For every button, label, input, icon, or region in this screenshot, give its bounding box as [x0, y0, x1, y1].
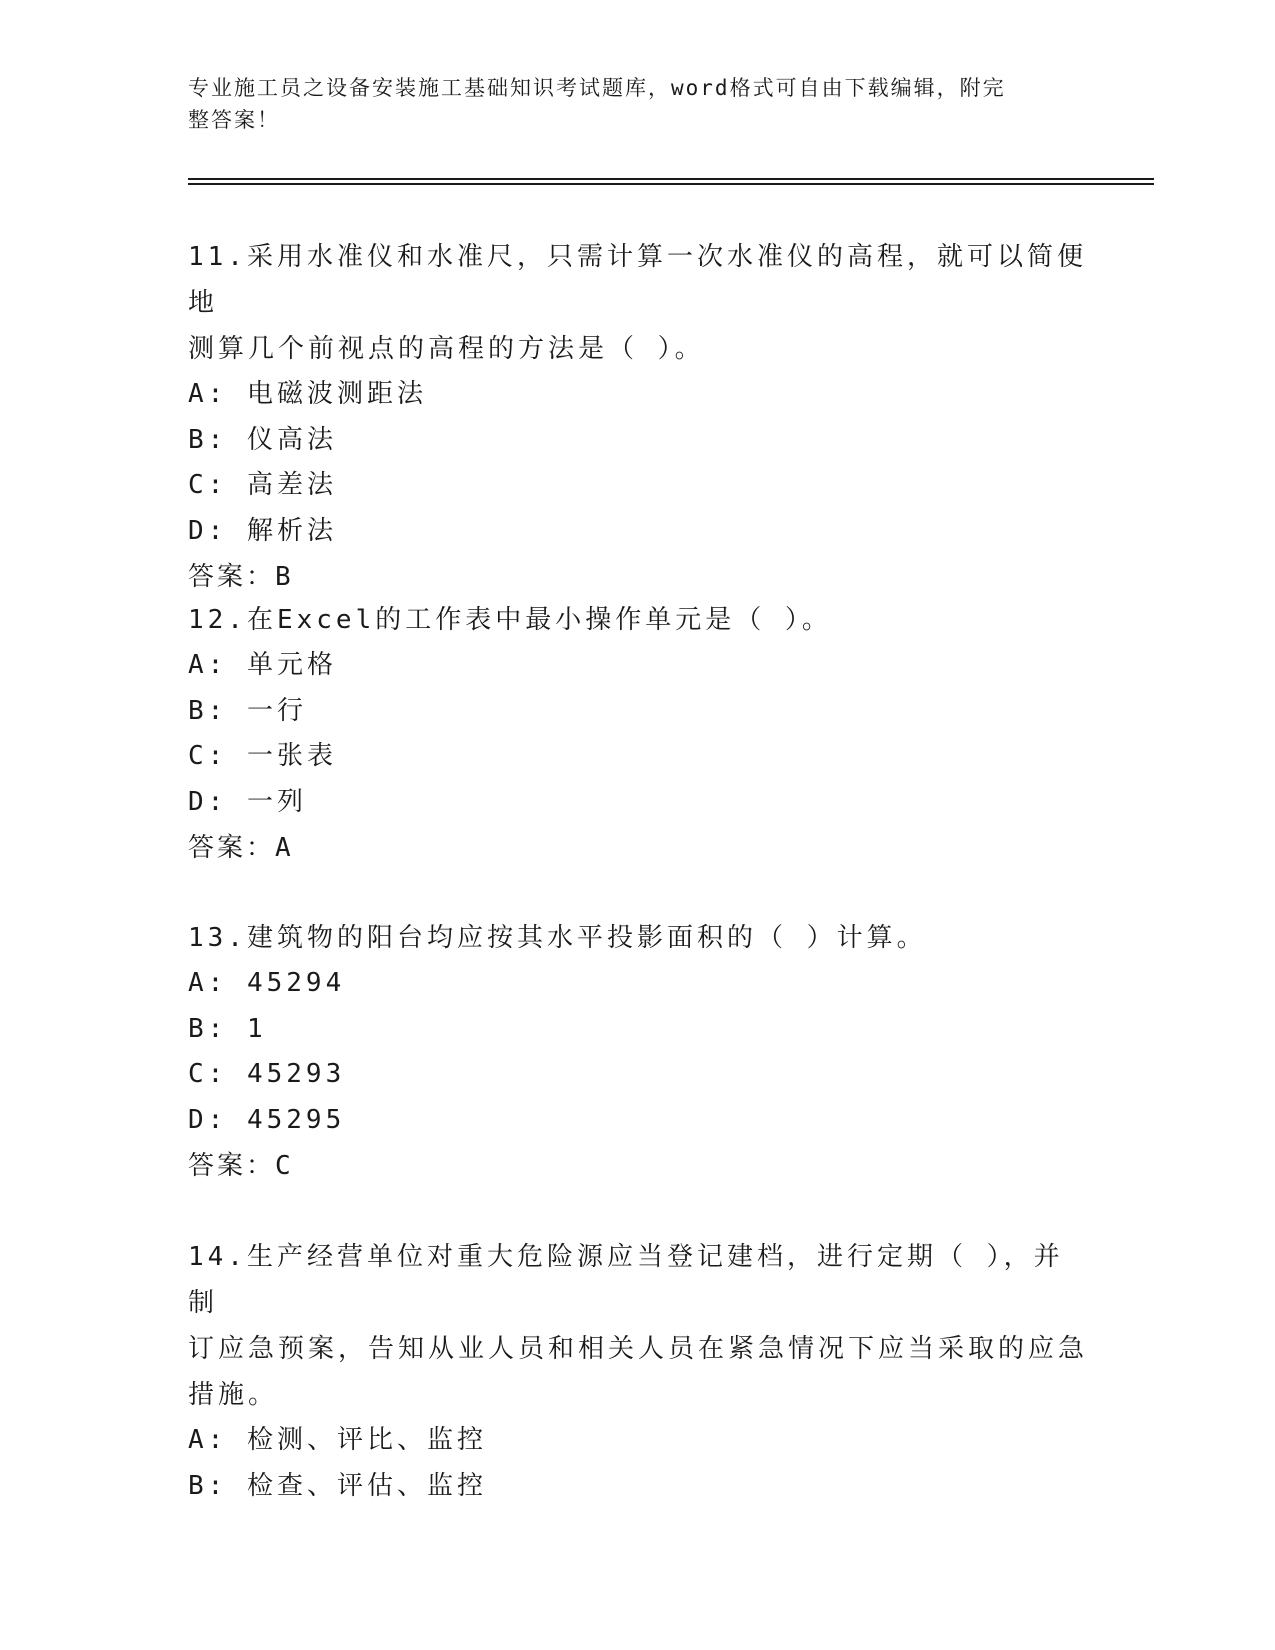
- option-key: B:: [188, 1013, 228, 1044]
- question-stem-line: 12.在Excel的工作表中最小操作单元是（ ）。: [188, 605, 832, 635]
- option-d: [188, 1098, 1088, 1144]
- option-key: D:: [188, 1104, 228, 1135]
- option-c: [188, 1052, 1088, 1098]
- question-14: [188, 1234, 1088, 1509]
- option-text: 解析法: [246, 515, 337, 546]
- option-b: [188, 418, 1088, 464]
- question-stem-line: 13.建筑物的阳台均应按其水平投影面积的（ ）计算。: [188, 923, 927, 953]
- option-text: 一列: [246, 786, 307, 817]
- answer-label: 答案：: [188, 562, 276, 592]
- option-b: [188, 1464, 1088, 1510]
- answer-value: B: [275, 562, 293, 592]
- answer-value: C: [275, 1151, 293, 1181]
- option-c: [188, 734, 1088, 780]
- option-key: A:: [188, 968, 228, 998]
- option-key: A:: [188, 650, 228, 680]
- header-line-1: 专业施工员之设备安装施工基础知识考试题库，word格式可自由下载编辑，附完: [188, 76, 1006, 100]
- option-key: B:: [188, 695, 228, 726]
- answer: [188, 1143, 1088, 1189]
- option-text: 45294: [246, 968, 346, 998]
- option-a: [188, 372, 1088, 418]
- option-key: B:: [188, 1470, 228, 1501]
- option-text: 45295: [246, 1104, 346, 1135]
- answer-label: 答案：: [188, 833, 276, 863]
- question-stem-line: 措施。: [188, 1380, 279, 1410]
- option-a: [188, 961, 1088, 1007]
- option-text: 1: [246, 1013, 267, 1044]
- option-text: 检测、评比、监控: [246, 1425, 487, 1455]
- question-12: [188, 597, 1088, 871]
- option-text: 45293: [246, 1059, 346, 1089]
- option-key: C:: [188, 470, 228, 500]
- question-13: [188, 915, 1088, 1189]
- option-text: 一张表: [246, 741, 337, 771]
- option-key: A:: [188, 1425, 228, 1455]
- option-text: 检查、评估、监控: [246, 1470, 487, 1501]
- option-d: [188, 509, 1088, 555]
- question-stem-line: 订应急预案，告知从业人员和相关人员在紧急情况下应当采取的应急: [188, 1334, 1089, 1364]
- option-key: C:: [188, 741, 228, 771]
- header-divider-bottom: [188, 183, 1154, 185]
- header-divider-top: [188, 178, 1154, 180]
- option-b: [188, 689, 1088, 735]
- option-key: B:: [188, 424, 228, 455]
- option-b: [188, 1007, 1088, 1053]
- question-stem-line: 测算几个前视点的高程的方法是（ ）。: [188, 334, 705, 364]
- option-key: C:: [188, 1059, 228, 1089]
- document-header: [188, 72, 1068, 136]
- option-text: 单元格: [246, 650, 337, 680]
- answer: [188, 825, 1088, 871]
- question-11: [188, 234, 1088, 600]
- header-line-2: 整答案！: [188, 108, 280, 132]
- option-d: [188, 780, 1088, 826]
- option-text: 仪高法: [246, 424, 337, 455]
- question-stem-line: 14.生产经营单位对重大危险源应当登记建档，进行定期（ ），并制: [188, 1242, 1064, 1318]
- option-key: D:: [188, 786, 228, 817]
- answer: [188, 554, 1088, 600]
- option-text: 电磁波测距法: [246, 379, 427, 409]
- option-key: D:: [188, 515, 228, 546]
- option-a: [188, 1418, 1088, 1464]
- question-stem-line: 11.采用水准仪和水准尺，只需计算一次水准仪的高程，就可以简便地: [188, 242, 1087, 318]
- option-text: 一行: [246, 695, 307, 726]
- answer-label: 答案：: [188, 1151, 276, 1181]
- option-c: [188, 463, 1088, 509]
- answer-value: A: [275, 833, 293, 863]
- option-a: [188, 643, 1088, 689]
- option-text: 高差法: [246, 470, 337, 500]
- option-key: A:: [188, 379, 228, 409]
